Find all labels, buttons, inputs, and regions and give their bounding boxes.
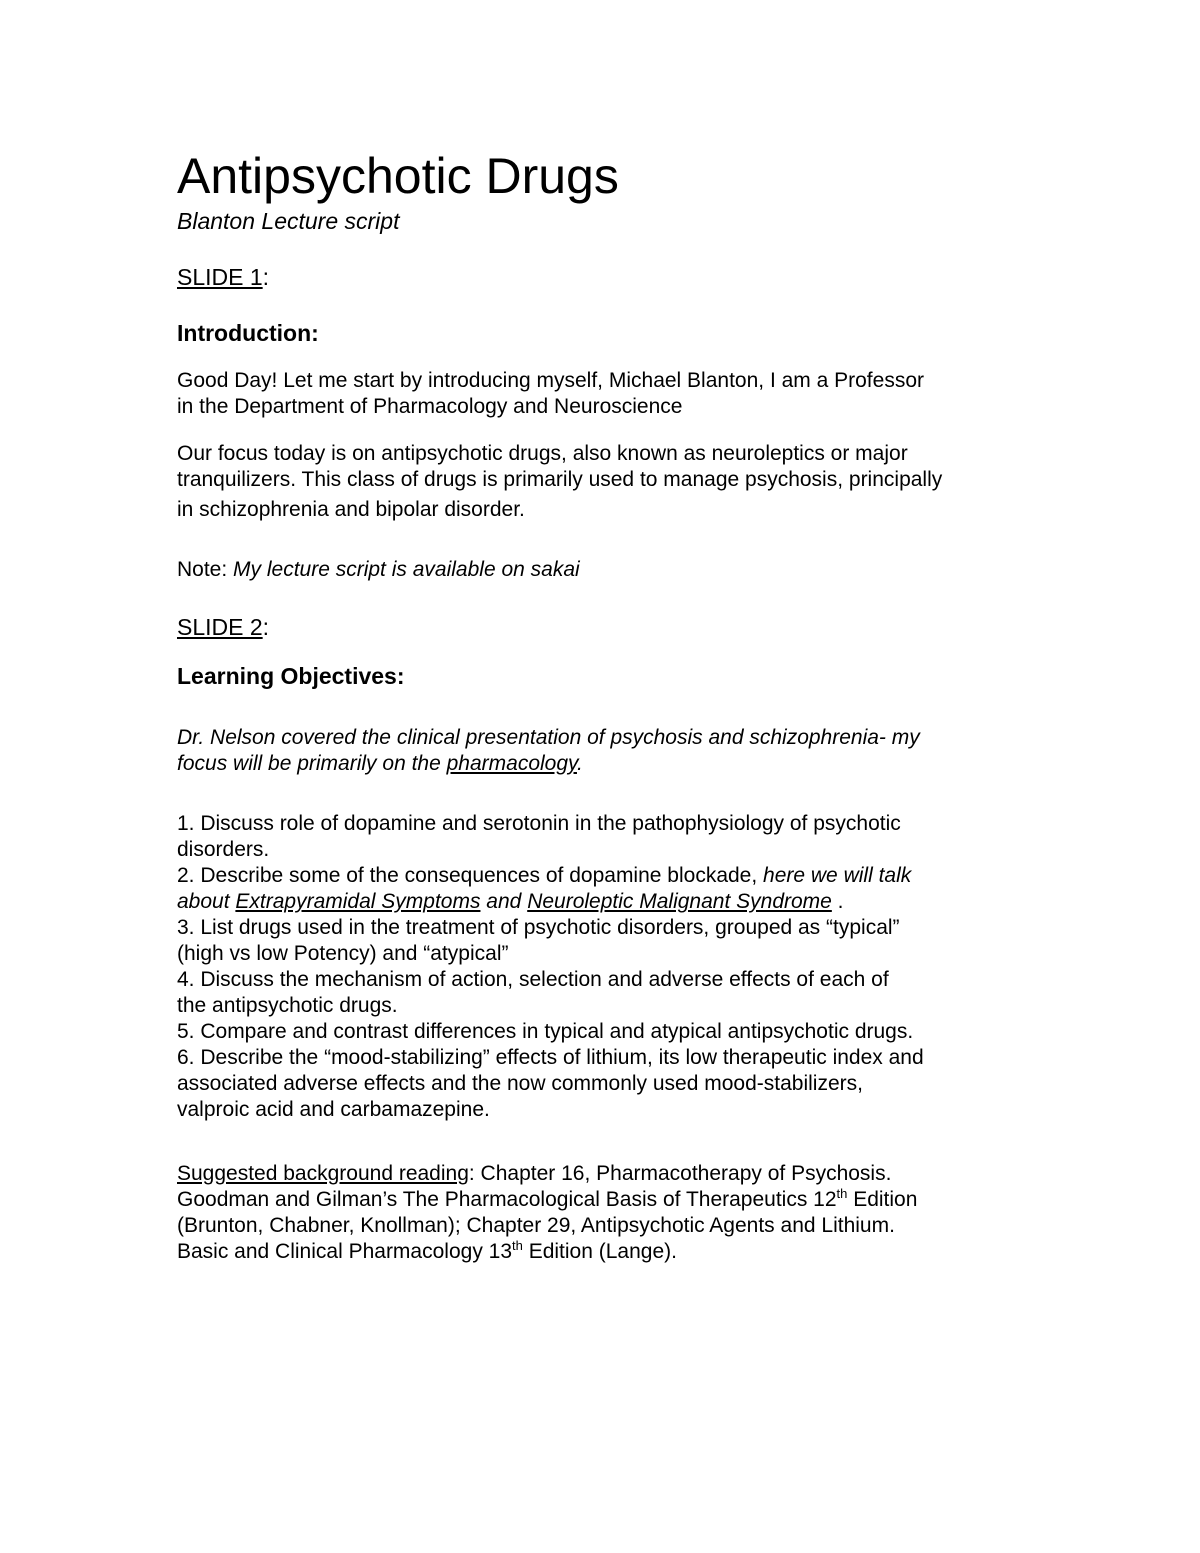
- objective-4-line-1: 4. Discuss the mechanism of action, selection and adverse effects of each of: [177, 968, 889, 991]
- objective-1-line-2: disorders.: [177, 838, 270, 861]
- suggested-reading-line-4-post: Edition (Lange).: [522, 1240, 677, 1263]
- intro-paragraph-2-line-3: in schizophrenia and bipolar disorder.: [177, 498, 525, 521]
- intro-paragraph-1: [177, 368, 1037, 420]
- extrapyramidal-symptoms-underlined: Extrapyramidal Symptoms: [235, 890, 481, 913]
- objective-5-line-1: 5. Compare and contrast differences in typical and atypical antipsychotic drugs.: [177, 1020, 914, 1043]
- objective-2-line-2-mid: and: [480, 890, 528, 913]
- suggested-reading-line-4-sup: th: [512, 1238, 523, 1253]
- intro-paragraph-2-line-1: Our focus today is on antipsychotic drugs, also known as neuroleptics or major: [177, 442, 908, 465]
- suggested-reading-line-2-post: Edition: [847, 1188, 918, 1211]
- slide-2-label: [177, 612, 269, 642]
- objective-1-line-1: 1. Discuss role of dopamine and serotonin in the pathophysiology of psychotic: [177, 812, 901, 835]
- objective-3-line-1: 3. List drugs used in the treatment of psychotic disorders, grouped as “typical”: [177, 916, 900, 939]
- intro-paragraph-2-line-2: tranquilizers. This class of drugs is primarily used to manage psychosis, principally: [177, 468, 943, 491]
- learning-objectives-heading: Learning Objectives:: [177, 663, 405, 689]
- objective-6-line-3: valproic acid and carbamazepine.: [177, 1098, 490, 1121]
- suggested-reading-line-4-pre: Basic and Clinical Pharmacology 13: [177, 1240, 513, 1263]
- objective-6-line-2: associated adverse effects and the now commonly used mood-stabilizers,: [177, 1072, 863, 1095]
- objectives-intro-line-1: Dr. Nelson covered the clinical presentation of psychosis and schizophrenia- my: [177, 726, 920, 749]
- document-title: Antipsychotic Drugs: [177, 148, 619, 204]
- slide-2-label-colon: :: [262, 614, 270, 640]
- objectives-intro-line-2-pre: focus will be primarily on the: [177, 752, 447, 775]
- objective-3-line-2: (high vs low Potency) and “atypical”: [177, 942, 509, 965]
- note-text: My lecture script is available on sakai: [233, 558, 580, 581]
- suggested-reading: [177, 1161, 1037, 1265]
- objective-6-line-1: 6. Describe the “mood-stabilizing” effects of lithium, its low therapeutic index and: [177, 1046, 924, 1069]
- intro-paragraph-1-line-2: in the Department of Pharmacology and Neuroscience: [177, 395, 683, 418]
- suggested-reading-label: Suggested background reading: [177, 1162, 469, 1185]
- suggested-reading-line-2-pre: Goodman and Gilman’s The Pharmacological Basis of Therapeutics 12: [177, 1188, 837, 1211]
- objective-2-line-2-post: .: [831, 890, 844, 913]
- suggested-reading-line-3: (Brunton, Chabner, Knollman); Chapter 29, Antipsychotic Agents and Lithium.: [177, 1214, 895, 1237]
- note-label: Note:: [177, 558, 234, 581]
- intro-paragraph-1-line-1: Good Day! Let me start by introducing myself, Michael Blanton, I am a Professor: [177, 369, 924, 392]
- objectives-intro: [177, 725, 1037, 777]
- objective-4-line-2: the antipsychotic drugs.: [177, 994, 398, 1017]
- neuroleptic-malignant-syndrome-underlined: Neuroleptic Malignant Syndrome: [527, 890, 832, 913]
- slide-1-label-text: SLIDE 1: [177, 264, 263, 290]
- introduction-heading: Introduction:: [177, 320, 319, 346]
- slide-1-label: [177, 262, 269, 292]
- objective-2-line-2-pre: about: [177, 890, 236, 913]
- intro-paragraph-2: [177, 441, 1037, 523]
- objective-2-line-1-italic: here we will talk: [763, 864, 912, 887]
- slide-2-label-text: SLIDE 2: [177, 614, 263, 640]
- document-subtitle: Blanton Lecture script: [177, 208, 400, 234]
- objective-2-line-1-pre: 2. Describe some of the consequences of dopamine blockade,: [177, 864, 764, 887]
- objectives-intro-line-2-post: .: [576, 752, 583, 775]
- suggested-reading-line-2-sup: th: [836, 1186, 848, 1201]
- slide-1-label-colon: :: [262, 264, 270, 290]
- pharmacology-underlined: pharmacology: [446, 752, 577, 775]
- suggested-reading-line-1-post: : Chapter 16, Pharmacotherapy of Psychosis.: [468, 1162, 892, 1185]
- note-paragraph: [177, 557, 1037, 583]
- objectives-list: [177, 811, 1037, 1123]
